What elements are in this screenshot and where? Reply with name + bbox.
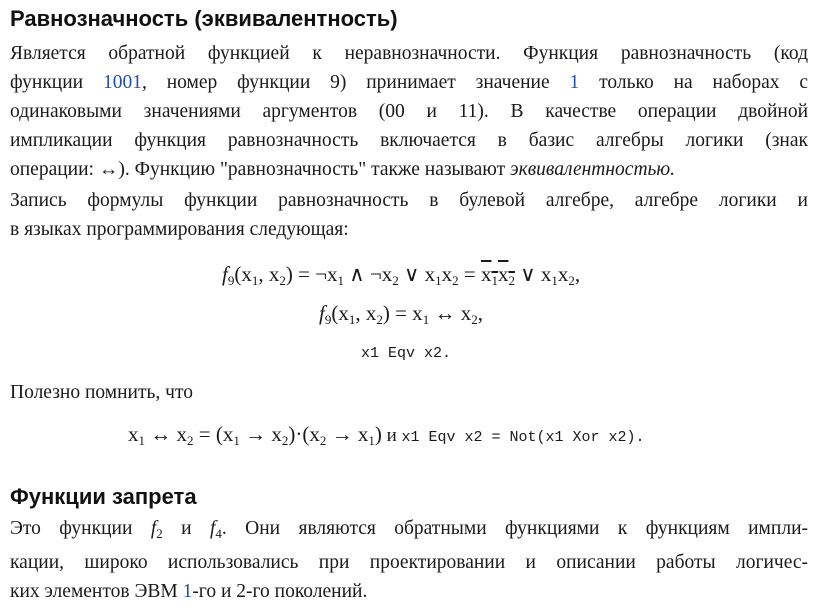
formula-boolean: $f_9(x_1$, $x_2$) = $\neg x_1$ ∧ $\neg x_2$ ∨ $x_1x_2 = x_1x_2$ ∨ $x_1x_2$, [222, 262, 581, 288]
text-line: Полезно помнить, что [10, 382, 193, 403]
text-line: Запись формулы функции равнозначность в булевой алгебре, алгебре логики и [10, 190, 808, 211]
paragraph-intro [10, 39, 808, 184]
formula-code: x1 Eqv x2. [361, 345, 452, 362]
text-line: операции: ↔). Функцию "равнозначность" также называют эквивалентностью. [10, 159, 676, 180]
formula-logic: $f_9(x_1$, $x_2) = x_1$ ↔ $x_2$, [319, 301, 483, 327]
text-line: в языках программирования следующая: [10, 219, 349, 240]
text-line: кации, широко использовались при проектировании и описании работы логичес- [10, 552, 808, 573]
paragraph-note [10, 378, 808, 407]
text-line: одинаковыми значениями аргументов (00 и 11). В качестве операции двойной [10, 101, 808, 122]
paragraph-prohibition [10, 514, 808, 606]
section-title-prohibition: Функции запрета [10, 484, 197, 509]
text-line: Является обратной функцией к неравнозначности. Функция равнозначность (код [10, 43, 808, 64]
text-line: импликации функция равнозначность включается в базис алгебры логики (знак [10, 130, 808, 151]
text-line: ких элементов ЭВМ 1-го и 2-го поколений. [10, 581, 368, 602]
section-title-equivalence: Равнозначность (эквивалентность) [10, 6, 398, 31]
text-line: Это функции $f_2$ и $f_4$. Они являются обратными функциями к функциям импли- [10, 518, 808, 541]
text-line: функции 1001, номер функции 9) принимает значение 1 только на наборах с [10, 72, 808, 93]
paragraph-formula-intro [10, 186, 808, 244]
formula-identity: $x_1$ ↔ $x_2 = (x_1 \to x_2)\cdot(x_2 \to x_1)$ и x1 Eqv x2 = Not(x1 Xor x2). [128, 422, 645, 448]
